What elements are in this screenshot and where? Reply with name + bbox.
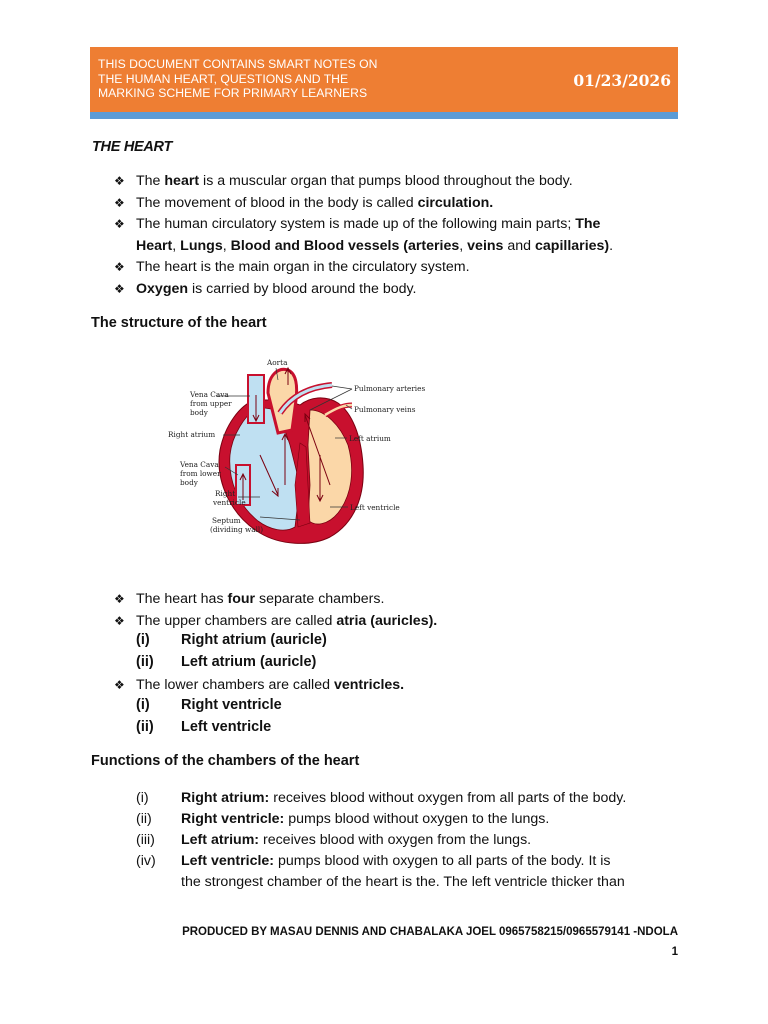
roman-numeral: (ii) [136, 719, 154, 735]
label-left-atrium: Left atrium [349, 434, 391, 443]
list-item: ❖ The human circulatory system is made up of the following main parts; The Heart, Lungs, Blood and Blood vessels (arteries, veins and capillaries). [114, 216, 614, 254]
label-septum-2: (dividing wall) [210, 525, 264, 534]
function-item [136, 809, 696, 830]
label-pulmonary-arteries: Pulmonary arteries [354, 384, 426, 393]
header-date: 01/23/2026 [573, 71, 671, 90]
roman-numeral: (i) [136, 632, 150, 648]
text: and [503, 237, 536, 254]
list-item [114, 675, 674, 697]
text: The human circulatory system is made up of the following main parts; [136, 216, 576, 232]
roman-numeral: (i) [136, 790, 149, 806]
function-item [136, 788, 696, 809]
lower-chamber-2 [136, 719, 271, 735]
list-item [114, 611, 674, 633]
text: The heart is the main organ in the circulatory system. [136, 259, 470, 275]
list-item [114, 257, 674, 279]
label-pulmonary-veins: Pulmonary veins [354, 405, 416, 414]
chamber-name: Left ventricle [181, 719, 272, 735]
page-title: THE HEART [92, 139, 173, 155]
text: separate chambers. [255, 591, 385, 607]
list-item [114, 589, 674, 611]
label-aorta: Aorta [267, 358, 288, 367]
label-septum-1: Septum [212, 516, 241, 525]
roman-numeral: (iv) [136, 853, 156, 869]
chambers-list-2 [114, 675, 674, 697]
diamond-bullet-icon: ❖ [114, 592, 125, 606]
function-item [136, 830, 696, 851]
text: The upper chambers are called [136, 612, 337, 629]
label-vena-cava-lower-2: from lower [180, 469, 221, 478]
chamber-name: Left atrium (auricle) [181, 654, 317, 670]
header-line-1: THIS DOCUMENT CONTAINS SMART NOTES ON [98, 57, 378, 71]
label-vena-cava-upper-1: Vena Cava [190, 390, 229, 399]
text: the strongest chamber of the heart is the. The left ventricle thicker than [181, 874, 625, 890]
bold-term: heart [164, 173, 200, 189]
diamond-bullet-icon: ❖ [114, 195, 125, 210]
text: The [136, 173, 165, 189]
intro-list [114, 171, 674, 300]
text: receives blood with oxygen from the lungs. [259, 832, 532, 848]
bold-term: veins [467, 237, 504, 254]
chamber-name: Right atrium (auricle) [181, 632, 327, 648]
bold-term: Blood and Blood vessels (arteries [230, 237, 460, 254]
functions-list [136, 788, 696, 893]
header-line-2: THE HUMAN HEART, QUESTIONS AND THE [98, 71, 349, 86]
roman-numeral: (ii) [136, 654, 154, 670]
diamond-bullet-icon: ❖ [114, 174, 125, 188]
label-right-atrium: Right atrium [168, 430, 216, 439]
header-stripe [90, 112, 678, 119]
lower-chamber-1 [136, 697, 282, 713]
list-item [114, 279, 674, 301]
bold-term: ventricles. [333, 677, 405, 693]
footer-credit: PRODUCED BY MASAU DENNIS AND CHABALAKA JOEL 0965758215/0965579141 -NDOLA [182, 926, 678, 938]
header-line-3: MARKING SCHEME FOR PRIMARY LEARNERS [98, 86, 368, 100]
upper-chamber-2 [136, 654, 316, 670]
roman-numeral: (i) [136, 697, 150, 713]
page-number: 1 [671, 946, 678, 958]
bold-term: Lungs [180, 237, 223, 254]
upper-chamber-1 [136, 632, 327, 648]
function-item-continued [136, 872, 696, 893]
bold-term: Left atrium: [181, 832, 260, 848]
bold-term: The [575, 216, 601, 232]
chambers-list-1 [114, 589, 674, 632]
text: The lower chambers are called [136, 677, 334, 693]
header-text [98, 57, 428, 101]
list-item [114, 171, 674, 193]
header-banner [90, 47, 678, 112]
text: pumps blood without oxygen to the lungs. [284, 811, 550, 827]
function-item [136, 851, 696, 872]
heart-diagram [160, 355, 430, 550]
bold-term: atria (auricles). [336, 612, 438, 629]
label-vena-cava-upper-2: from upper [190, 399, 232, 408]
list-item [114, 193, 674, 215]
text: . [609, 237, 614, 254]
label-left-ventricle: Left ventricle [350, 503, 400, 512]
structure-heading: The structure of the heart [91, 315, 267, 331]
bold-term: Right atrium: [181, 790, 270, 806]
diamond-bullet-icon: ❖ [114, 260, 125, 274]
roman-numeral: (iii) [136, 832, 155, 848]
bold-term: four [227, 591, 256, 607]
bold-term: Oxygen [136, 280, 189, 297]
diamond-bullet-icon: ❖ [114, 217, 125, 231]
label-vena-cava-lower-3: body [180, 478, 198, 487]
bold-term: Right ventricle: [181, 811, 285, 827]
text: pumps blood with oxygen to all parts of the body. It is [274, 853, 611, 869]
roman-numeral: (ii) [136, 811, 152, 827]
chamber-name: Right ventricle [181, 697, 282, 713]
text: is a muscular organ that pumps blood throughout the body. [199, 173, 573, 189]
bold-term: Heart [136, 237, 173, 254]
bold-term: Left ventricle: [181, 853, 275, 869]
text: The heart has [136, 591, 228, 607]
functions-heading: Functions of the chambers of the heart [91, 753, 360, 769]
label-right-ventricle-1: Right [215, 489, 236, 498]
label-vena-cava-lower-1: Vena Cava [180, 460, 219, 469]
diamond-bullet-icon: ❖ [114, 678, 125, 692]
diamond-bullet-icon: ❖ [114, 281, 125, 296]
text: The movement of blood in the body is called [136, 194, 418, 211]
diamond-bullet-icon: ❖ [114, 613, 125, 628]
text: receives blood without oxygen from all parts of the body. [269, 790, 627, 806]
label-vena-cava-upper-3: body [190, 408, 208, 417]
text: is carried by blood around the body. [188, 280, 417, 297]
label-right-ventricle-2: ventricle [213, 498, 246, 507]
bold-term: circulation. [417, 194, 494, 211]
bold-term: capillaries) [535, 237, 610, 254]
